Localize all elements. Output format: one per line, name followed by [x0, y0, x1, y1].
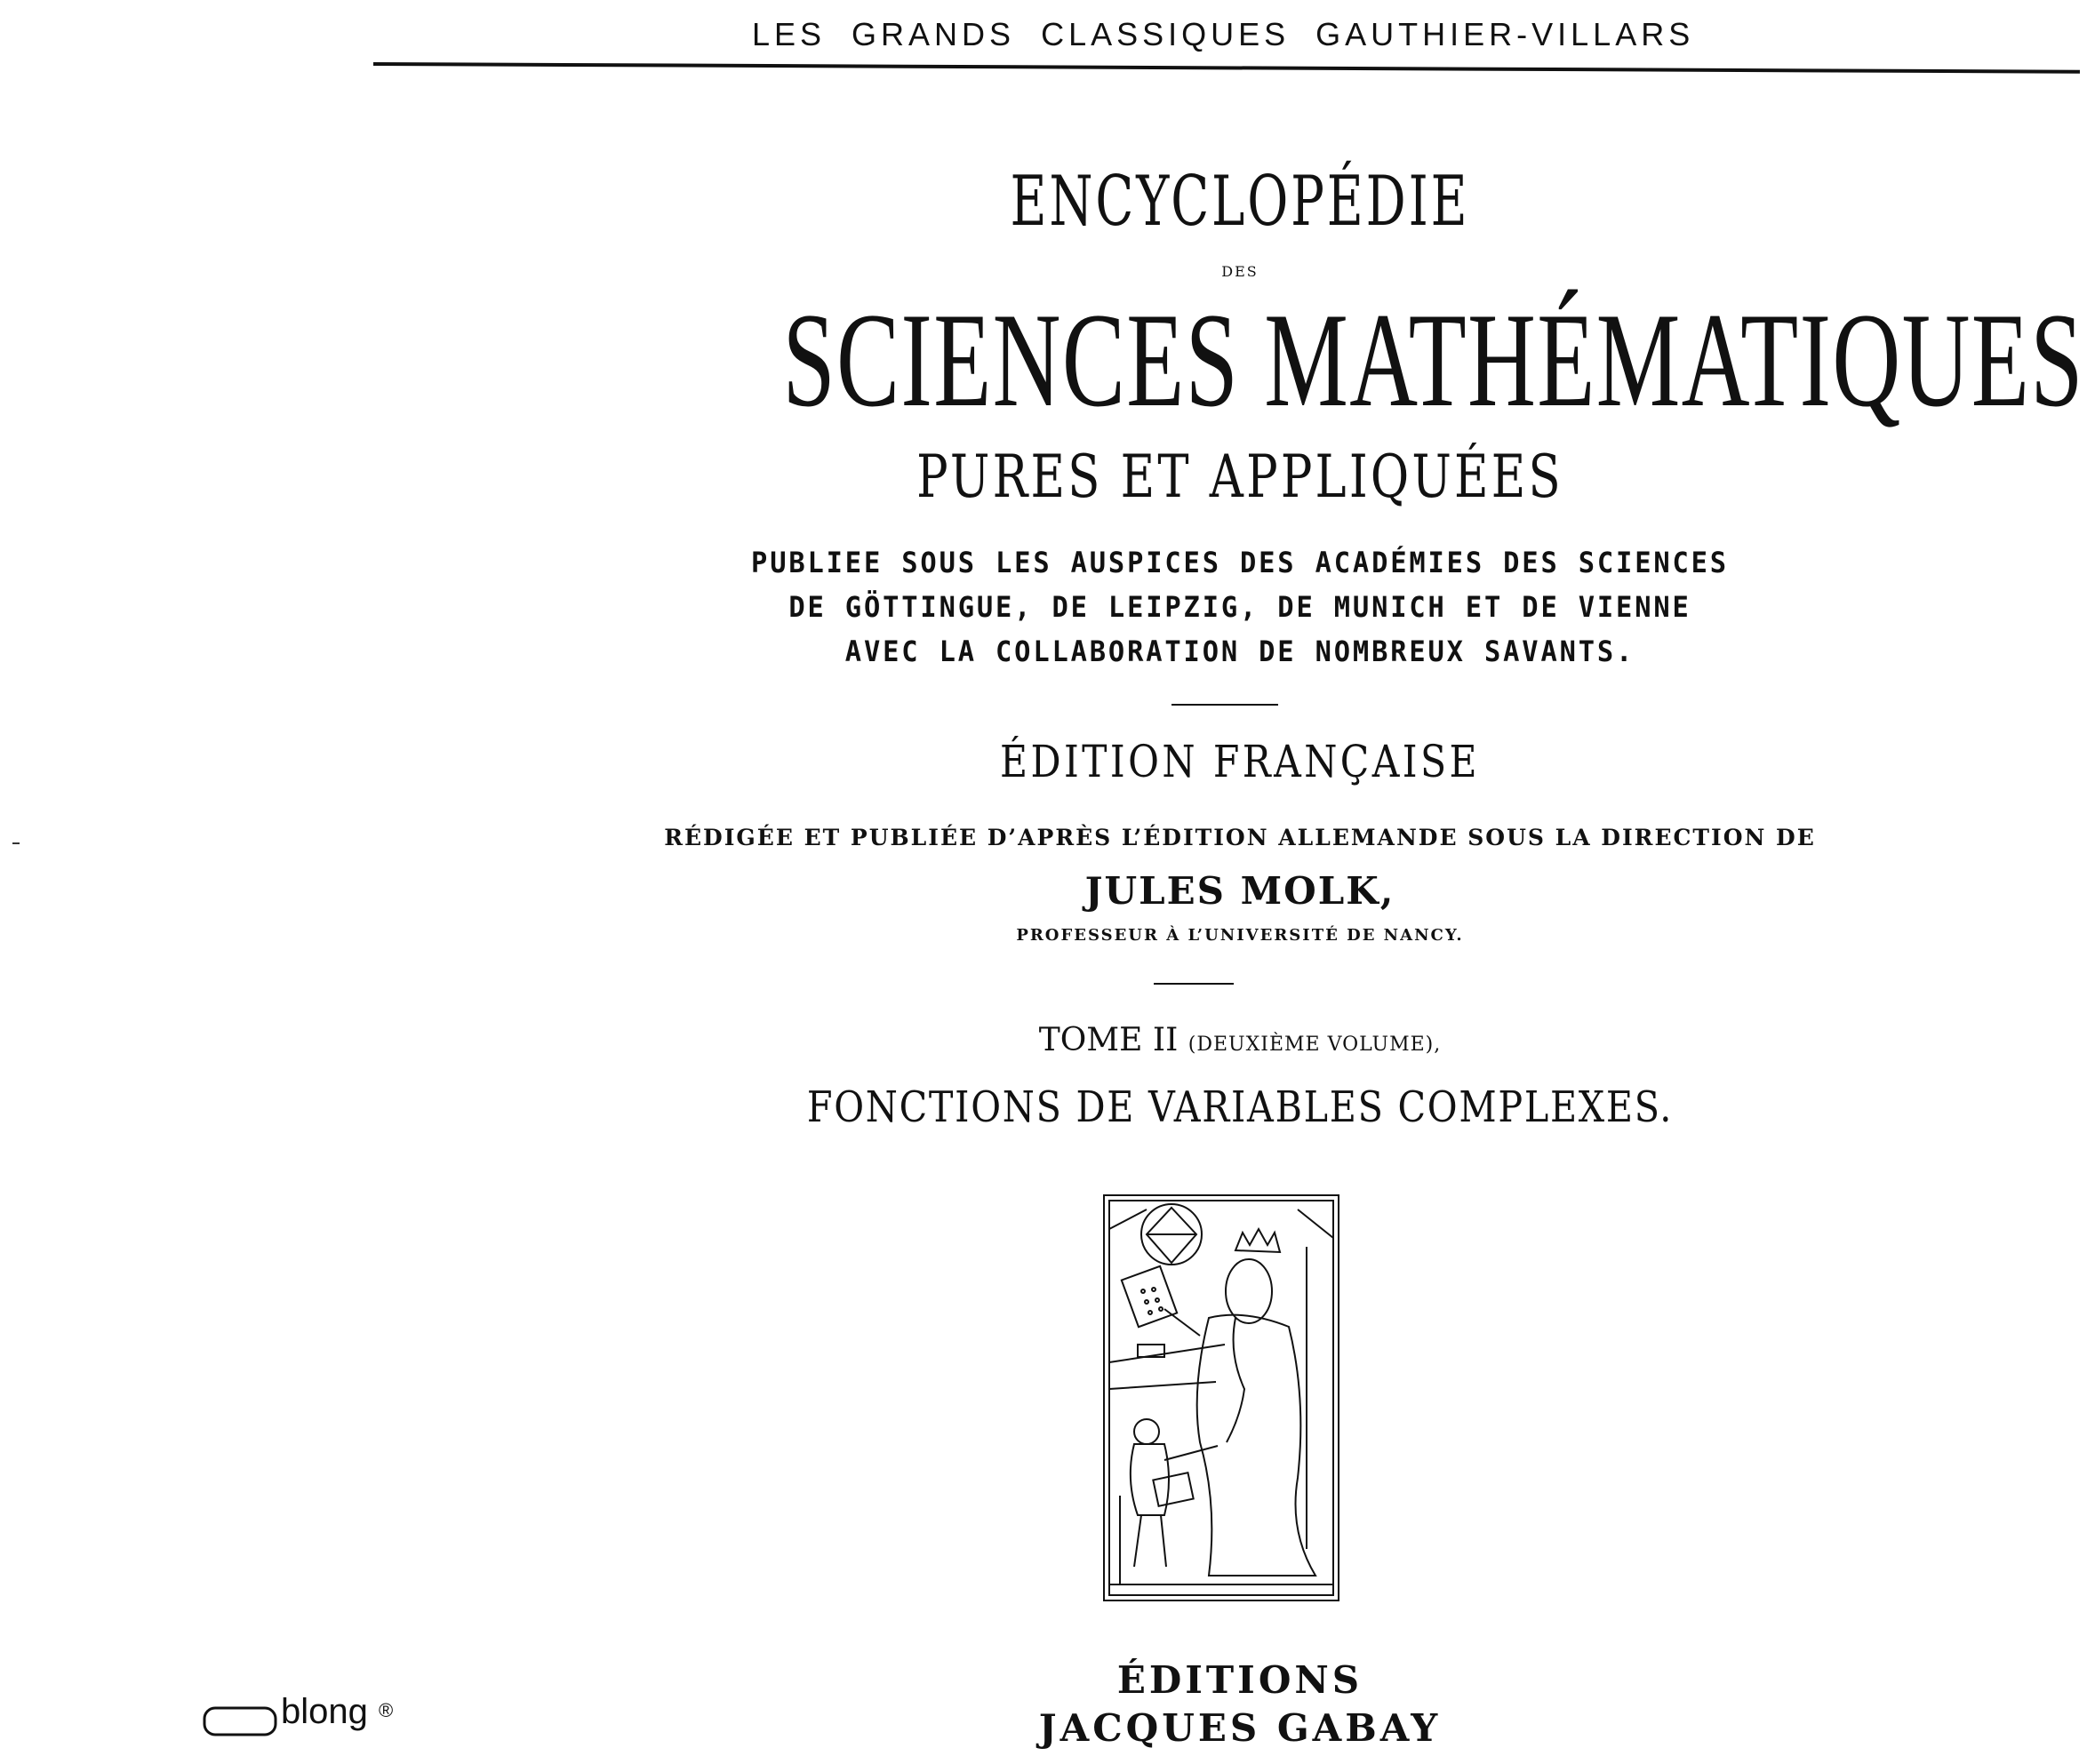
title-main: SCIENCES MATHÉMATIQUES	[782, 285, 2084, 435]
edition-heading: ÉDITION FRANÇAISE	[1000, 736, 1480, 787]
publisher-line-2: JACQUES GABAY	[1038, 1706, 1442, 1750]
title-subtitle: PURES ET APPLIQUÉES	[916, 443, 1563, 511]
logo-text: blong	[281, 1692, 368, 1731]
redigee-line: RÉDIGÉE ET PUBLIÉE D’APRÈS L’ÉDITION ALLEMANDE SOUS LA DIRECTION DE	[664, 825, 1816, 850]
woodcut-illustration	[1102, 1193, 1340, 1602]
publication-line-3: AVEC LA COLLABORATION DE NOMBREUX SAVANTS.	[844, 635, 1635, 668]
publication-line-1: PUBLIEE SOUS LES AUSPICES DES ACADÉMIES DES SCIENCES	[751, 546, 1729, 579]
subject-title: FONCTIONS DE VARIABLES COMPLEXES.	[806, 1082, 1674, 1132]
editor-title: PROFESSEUR À L’UNIVERSITÉ DE NANCY.	[1016, 926, 1464, 945]
series-header: LES GRANDS CLASSIQUES GAUTHIER-VILLARS	[752, 16, 1695, 52]
separator-rule	[1171, 704, 1278, 706]
tome-line	[587, 1022, 1893, 1058]
publisher-line-1: ÉDITIONS	[1116, 1658, 1363, 1702]
title-encyclopedie: ENCYCLOPÉDIE	[1010, 162, 1470, 242]
volume-label: (DEUXIÈME VOLUME),	[1187, 1034, 1442, 1056]
margin-mark	[12, 842, 20, 844]
logo-registered-mark: ®	[379, 1699, 394, 1721]
editor-name: JULES MOLK,	[1084, 869, 1395, 913]
publication-line-2: DE GÖTTINGUE, DE LEIPZIG, DE MUNICH ET DE VIENNE	[788, 590, 1691, 624]
tome-number: TOME II	[1038, 1022, 1179, 1058]
separator-rule	[1154, 983, 1234, 985]
title-des: DES	[1221, 263, 1259, 280]
